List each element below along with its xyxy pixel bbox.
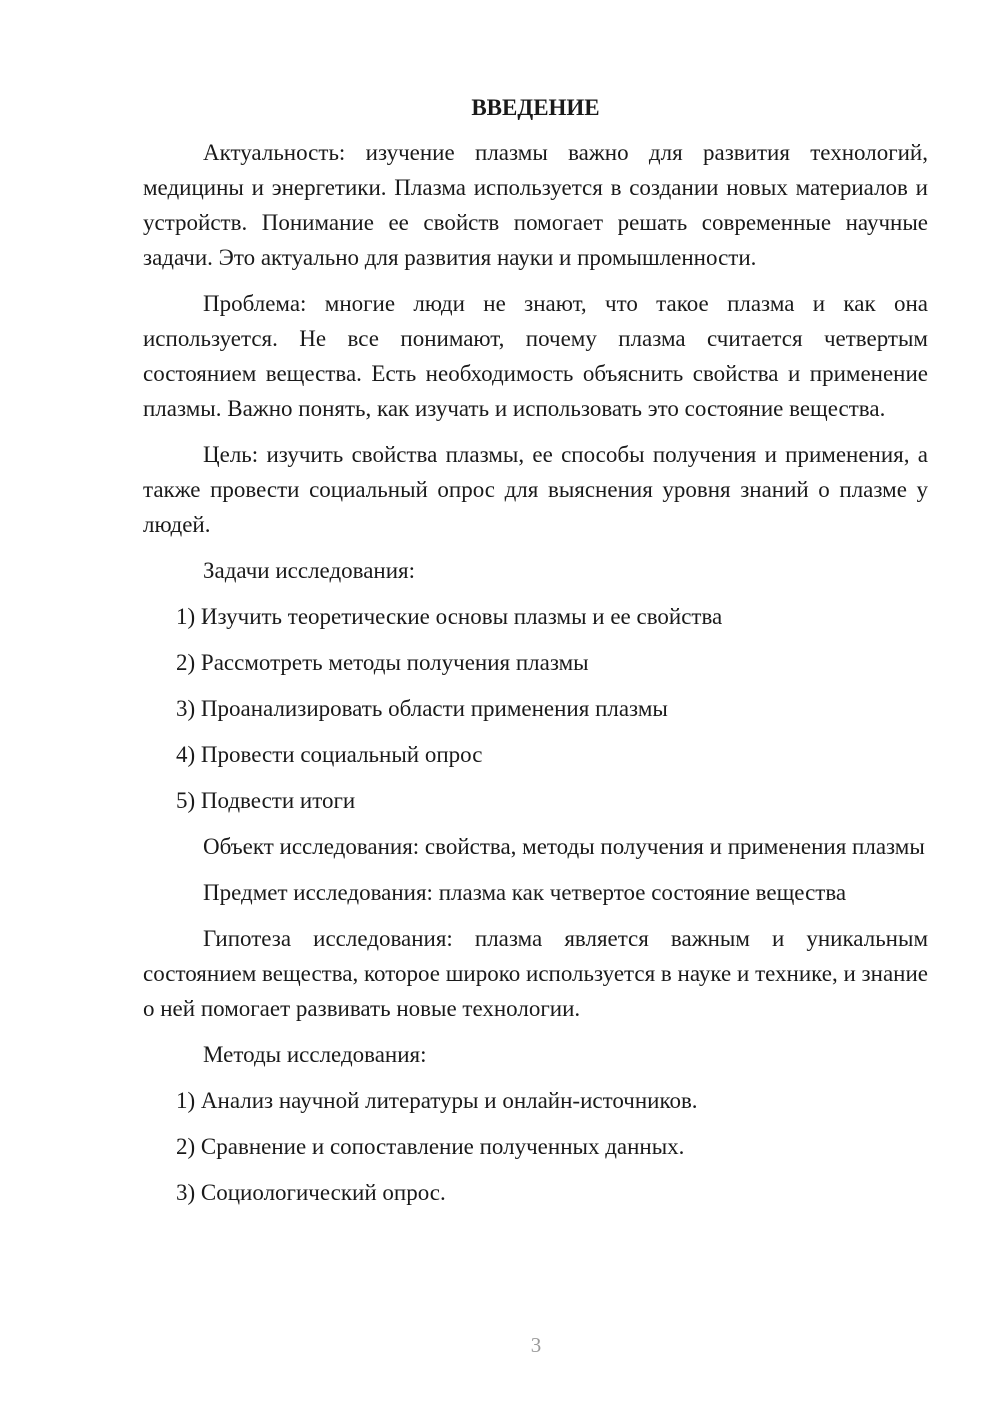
document-page: [143, 90, 928, 1221]
tasks-list: [143, 599, 928, 818]
list-item: 1) Анализ научной литературы и онлайн-источников.: [176, 1088, 698, 1113]
list-item: 3) Проанализировать области применения плазмы: [176, 696, 668, 721]
list-item: 3) Социологический опрос.: [176, 1180, 446, 1205]
list-item: 4) Провести социальный опрос: [176, 742, 483, 767]
subject-paragraph: Предмет исследования: плазма как четвертое состояние вещества: [203, 880, 847, 905]
methods-list: [143, 1083, 928, 1210]
problem-paragraph: Проблема: многие люди не знают, что такое плазма и как она используется. Не все понимают, почему плазма считается четвертым состоянием вещества. Есть необходимость объяснить свойства и применение плазмы. Важно понять, как изучать и использовать это состояние вещества.: [143, 291, 928, 421]
page-number: 3: [530, 1333, 542, 1357]
list-item: 5) Подвести итоги: [176, 788, 356, 813]
relevance-paragraph: Актуальность: изучение плазмы важно для развития технологий, медицины и энергетики. Плазма используется в создании новых материалов и устройств. Понимание ее свойств помогает решать современные научные задачи. Это актуально для развития науки и промышленности.: [143, 140, 928, 270]
object-paragraph: Объект исследования: свойства, методы получения и применения плазмы: [203, 834, 925, 859]
list-item: 1) Изучить теоретические основы плазмы и ее свойства: [176, 604, 723, 629]
list-item: 2) Сравнение и сопоставление полученных данных.: [176, 1134, 685, 1159]
list-item: 2) Рассмотреть методы получения плазмы: [176, 650, 589, 675]
goal-paragraph: Цель: изучить свойства плазмы, ее способы получения и применения, а также провести социальный опрос для выяснения уровня знаний о плазме у людей.: [143, 442, 928, 537]
methods-heading: Методы исследования:: [203, 1042, 427, 1067]
tasks-heading: Задачи исследования:: [203, 558, 416, 583]
section-title: ВВЕДЕНИЕ: [471, 95, 600, 120]
hypothesis-paragraph: Гипотеза исследования: плазма является важным и уникальным состоянием вещества, которое широко используется в науке и технике, и знание о ней помогает развивать новые технологии.: [143, 926, 928, 1021]
